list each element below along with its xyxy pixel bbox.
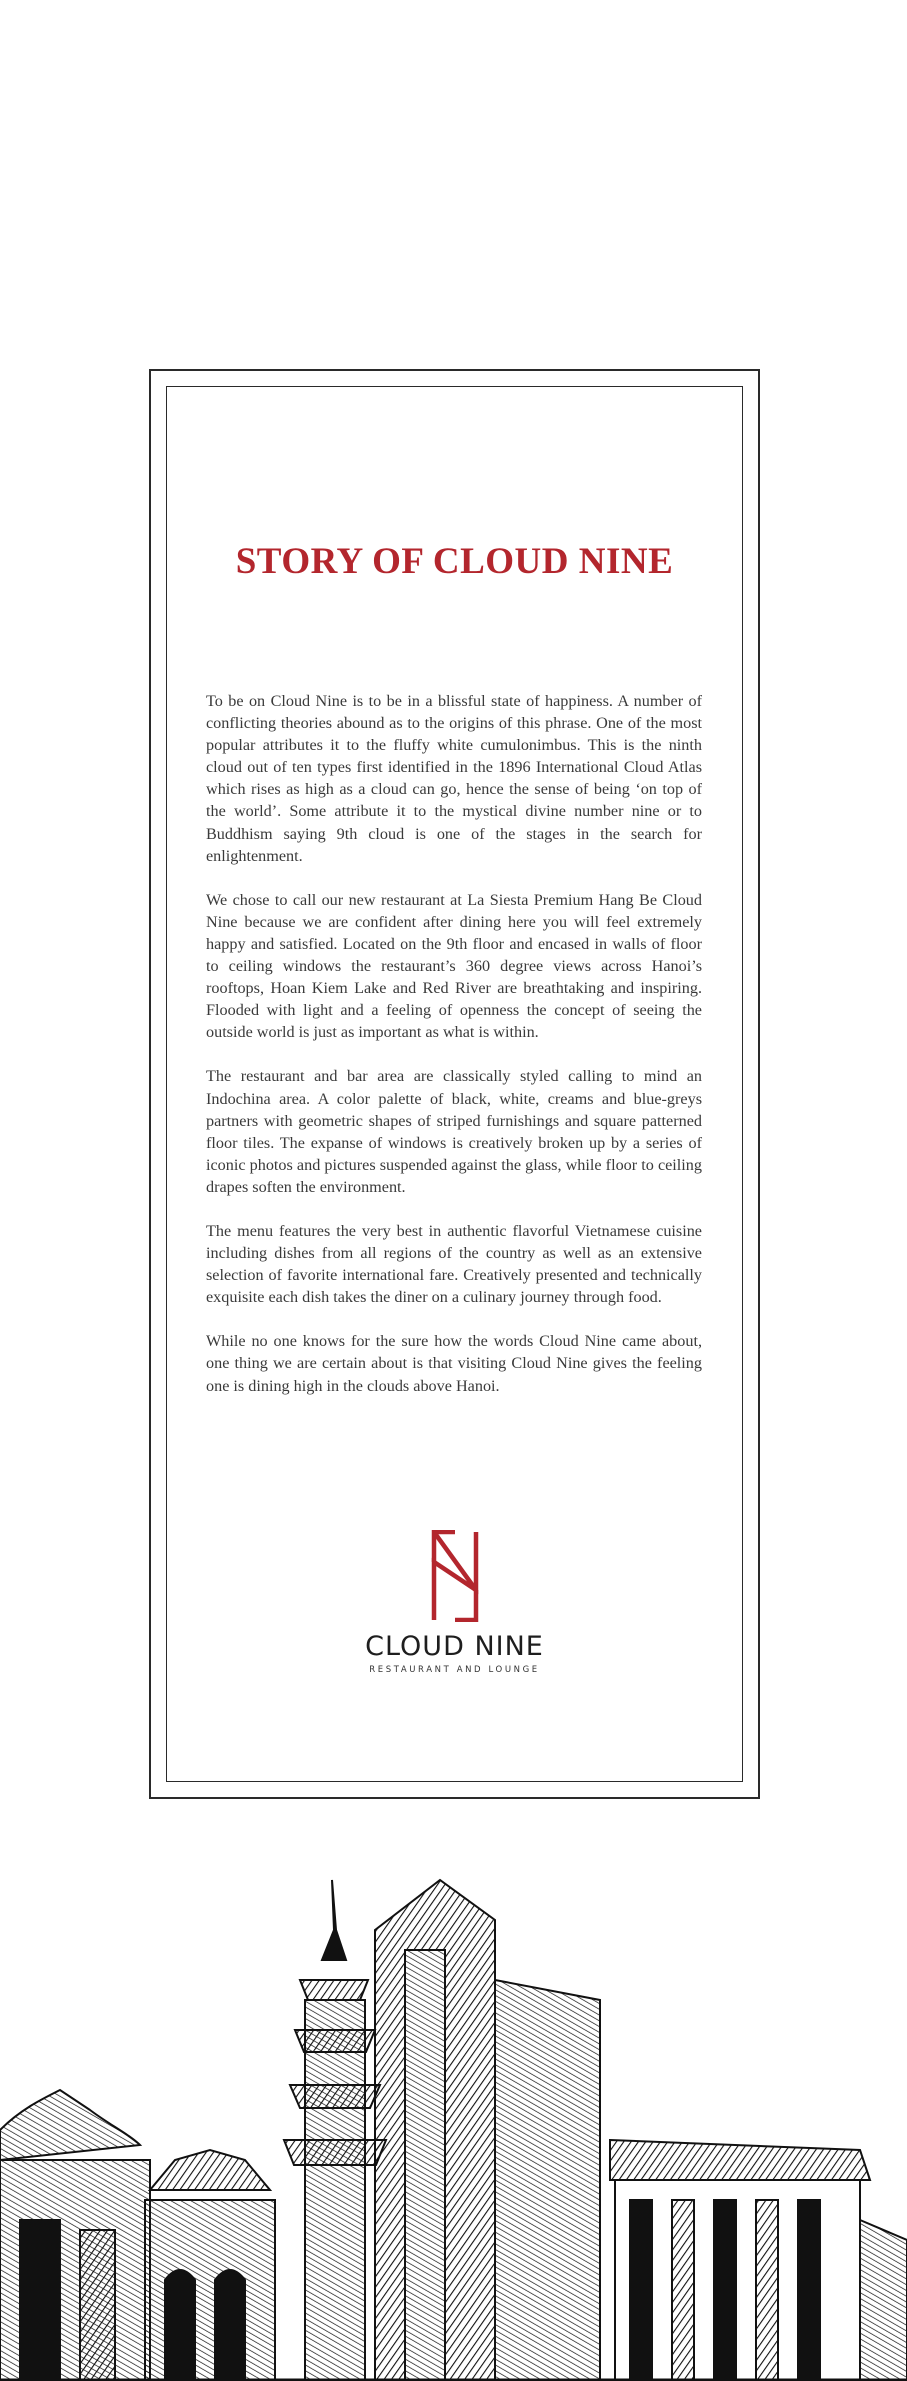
story-paragraph-2: We chose to call our new restaurant at La Siesta Premium Hang Be Cloud Nine because we are confident after dining here you will feel extremely happy and satisfied. Located on the 9th floor and encased in walls of floor to ceiling windows the restaurant’s 360 degree views across Hanoi’s rooftops, Hoan Kiem Lake and Red River are breathtaking and inspiring. Flooded with light and a feeling of openness the concept of seeing the outside world is just as important as what is within. [206, 890, 702, 1042]
cloud-nine-monogram-icon [425, 1530, 485, 1622]
story-paragraph-5: While no one knows for the sure how the words Cloud Nine came about, one thing we are certain about is that visiting Cloud Nine gives the feeling one is dining high in the clouds above Hanoi. [206, 1332, 702, 1395]
story-paragraph-1: To be on Cloud Nine is to be in a blissful state of happiness. A number of conflicting theories abound as to the origins of this phrase. One of the most popular attributes it to the fluffy white cumulonimbus. This is the ninth cloud out of ten types first identified in the 1896 International Cloud Atlas which rises as high as a cloud can go, hence the sense of being ‘on top of the world’. Some attribute it to the mystical divine number nine or to Buddhism saying 9th cloud is one of the stages in the search for enlightenment. [206, 692, 702, 865]
logo-tagline: RESTAURANT AND LOUNGE [369, 1665, 540, 1675]
brand-logo [149, 1530, 760, 1675]
page-title: STORY OF CLOUD NINE [235, 541, 674, 582]
story-paragraph-3: The restaurant and bar area are classically styled calling to mind an Indochina area. A color palette of black, white, creams and blue-greys partners with geometric shapes of striped furnishings and square patterned floor tiles. The expanse of windows is creatively broken up by a series of iconic photos and pictures suspended against the glass, while floor to ceiling drapes soften the environment. [206, 1067, 702, 1196]
hanoi-skyline-sketch-icon [0, 1860, 907, 2381]
story-paragraph-4: The menu features the very best in authentic flavorful Vietnamese cuisine including dishes from all regions of the country as well as an extensive selection of favorite international fare. Creatively presented and technically exquisite each dish takes the diner on a culinary journey through food. [206, 1221, 702, 1307]
logo-wordmark: CLOUD NINE [365, 1631, 544, 1662]
story-body [206, 690, 702, 1419]
